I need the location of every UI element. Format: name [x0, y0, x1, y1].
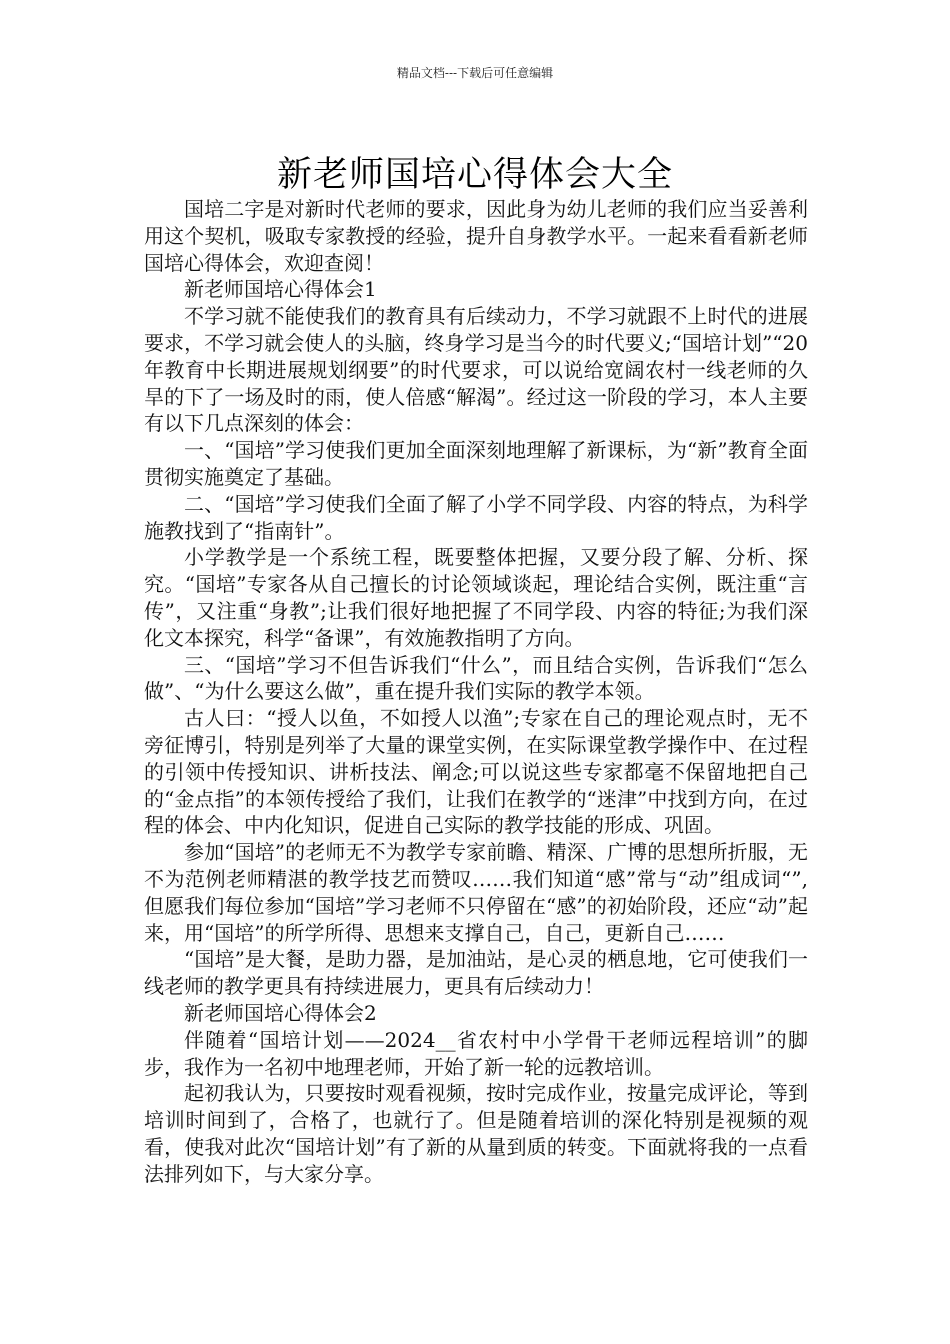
paragraph: 一、“国培”学习使我们更加全面深刻地理解了新课标，为“新”教育全面贯彻实施奠定了基础。 — [144, 438, 808, 489]
paragraph: 不学习就不能使我们的教育具有后续动力，不学习就跟不上时代的进展要求，不学习就会使人的头脑，终身学习是当今的时代要义;“国培计划”“20年教育中长期进展规划纲要”的时代要求，可以说给宽阔农村一线老师的久旱的下了一场及时的雨，使人倍感“解渴”。经过这一阶段的学习，本人主要有以下几点深刻的体会： — [144, 304, 808, 436]
section-heading-2: 新老师国培心得体会2 — [184, 1000, 377, 1025]
paragraph: 二、“国培”学习使我们全面了解了小学不同学段、内容的特点，为科学施教找到了“指南针”。 — [144, 491, 808, 543]
paragraph: “国培”是大餐，是助力器，是加油站，是心灵的栖息地，它可使我们一线老师的教学更具有持续进展力，更具有后续动力！ — [144, 947, 808, 999]
section-heading-1: 新老师国培心得体会1 — [184, 277, 377, 302]
header-note: 精品文档---下载后可任意编辑 — [396, 66, 554, 80]
paragraph: 古人曰：“授人以鱼，不如授人以渔”;专家在自己的理论观点时，无不旁征博引，特别是列举了大量的课堂实例，在实际课堂教学操作中、在过程的引领中传授知识、讲析技法、阐念;可以说这些专家都毫不保留地把自己的“金点指”的本领传授给了我们，让我们在教学的“迷津”中找到方向，在过程的体会、中内化知识，促进自己实际的教学技能的形成、巩固。 — [144, 706, 808, 838]
document-title: 新老师国培心得体会大全 — [276, 155, 673, 196]
paragraph-intro: 国培二字是对新时代老师的要求，因此身为幼儿老师的我们应当妥善利用这个契机，吸取专家教授的经验，提升自身教学水平。一起来看看新老师国培心得体会，欢迎查阅！ — [144, 197, 808, 275]
paragraph: 小学教学是一个系统工程，既要整体把握，又要分段了解、分析、探究。“国培”专家各从自己擅长的讨论领域谈起，理论结合实例，既注重“言传”，又注重“身教”;让我们很好地把握了不同学段、内容的特征;为我们深化文本探究，科学“备课”，有效施教指明了方向。 — [144, 545, 808, 650]
document-body — [144, 196, 808, 1187]
paragraph: 起初我认为，只要按时观看视频，按时完成作业，按量完成评论，等到培训时间到了，合格了，也就行了。但是随着培训的深化特别是视频的观看，使我对此次“国培计划”有了新的从量到质的转变。下面就将我的一点看法排列如下，与大家分享。 — [144, 1081, 808, 1186]
paragraph: 参加“国培”的老师无不为教学专家前瞻、精深、广博的思想所折服，无不为范例老师精湛的教学技艺而赞叹……我们知道“感”常与“动”组成词“”,但愿我们每位参加“国培”学习老师不只停留在“感”的初始阶段，还应“动”起来，用“国培”的所学所得、思想来支撑自己，自己，更新自己…… — [144, 840, 808, 945]
paragraph: 三、“国培”学习不但告诉我们“什么”，而且结合实例，告诉我们“怎么做”、“为什么要这么做”，重在提升我们实际的教学本领。 — [144, 652, 808, 704]
paragraph: 伴随着“国培计划——2024__省农村中小学骨干老师远程培训”的脚步，我作为一名初中地理老师，开始了新一轮的远教培训。 — [144, 1027, 808, 1079]
